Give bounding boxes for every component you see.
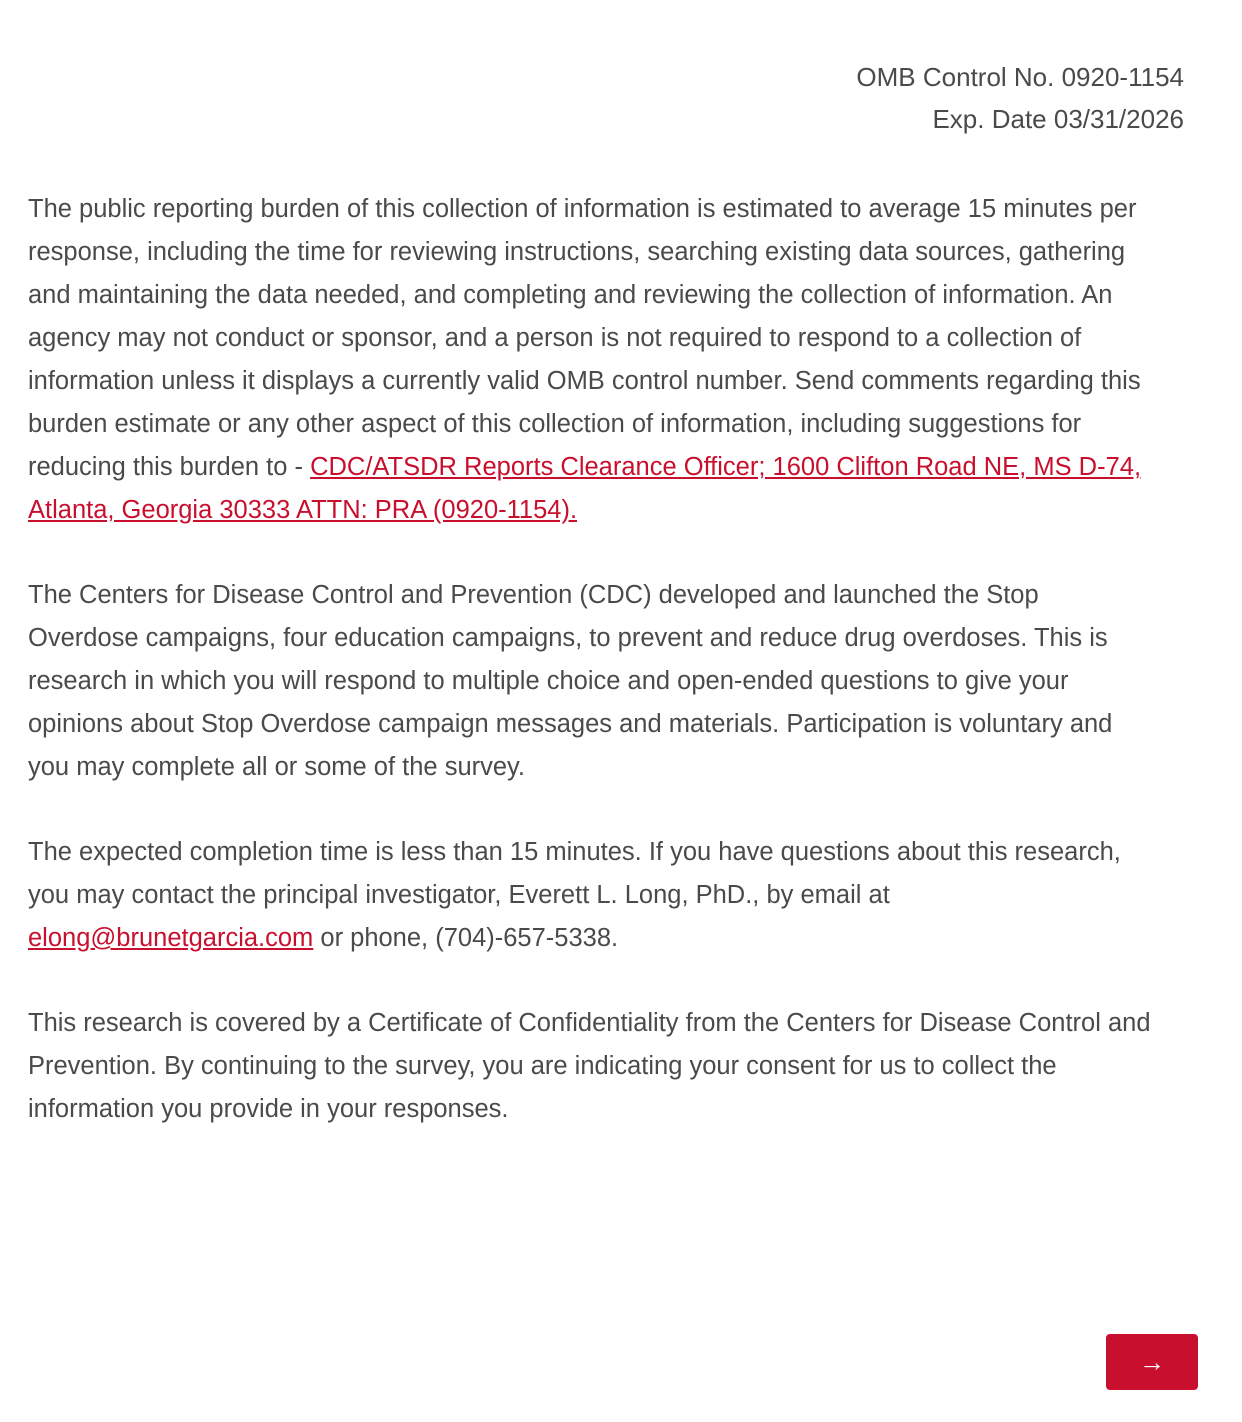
paragraph-consent-statement: This research is covered by a Certificate of Confidentiality from the Centers for Disease Control and Prevention. By continuing to the survey, you are indicating your consent for us to collect the information you provide in your responses.: [28, 1009, 1151, 1123]
omb-control-number: OMB Control No. 0920-1154: [856, 62, 1184, 92]
navigation-controls: [1106, 1334, 1198, 1390]
reports-clearance-officer-link[interactable]: CDC/ATSDR Reports Clearance Officer; 1600 Clifton Road NE, MS D-74, Atlanta, Georgia 30333 ATTN: PRA (0920-1154).: [28, 453, 1142, 524]
consent-body: [28, 188, 1198, 1131]
contact-info-text-before: The expected completion time is less than 15 minutes. If you have questions about this research, you may contact the principal investigator, Everett L. Long, PhD., by email at: [28, 838, 1121, 909]
investigator-email-link[interactable]: elong@brunetgarcia.com: [28, 924, 314, 952]
paragraph-campaign-description: The Centers for Disease Control and Prevention (CDC) developed and launched the Stop Overdose campaigns, four education campaigns, to prevent and reduce drug overdoses. This is research in which you will respond to multiple choice and open-ended questions to give your opinions about Stop Overdose campaign messages and materials. Participation is voluntary and you may complete all or some of the survey.: [28, 581, 1113, 781]
burden-statement-text: The public reporting burden of this collection of information is estimated to average 15 minutes per response, including the time for reviewing instructions, searching existing data sources, gathering and maintaining the data needed, and completing and reviewing the collection of information. An agency may not conduct or sponsor, and a person is not required to respond to a collection of information unless it displays a currently valid OMB control number. Send comments regarding this burden estimate or any other aspect of this collection of information, including suggestions for reducing this burden to -: [28, 195, 1141, 481]
next-button[interactable]: →: [1106, 1334, 1198, 1390]
paragraph-contact-info: [28, 831, 1154, 960]
omb-header: [28, 56, 1198, 140]
paragraph-burden-statement: [28, 188, 1154, 532]
omb-expiration-date: Exp. Date 03/31/2026: [932, 104, 1184, 134]
contact-info-text-after: or phone, (704)-657-5338.: [313, 924, 619, 952]
